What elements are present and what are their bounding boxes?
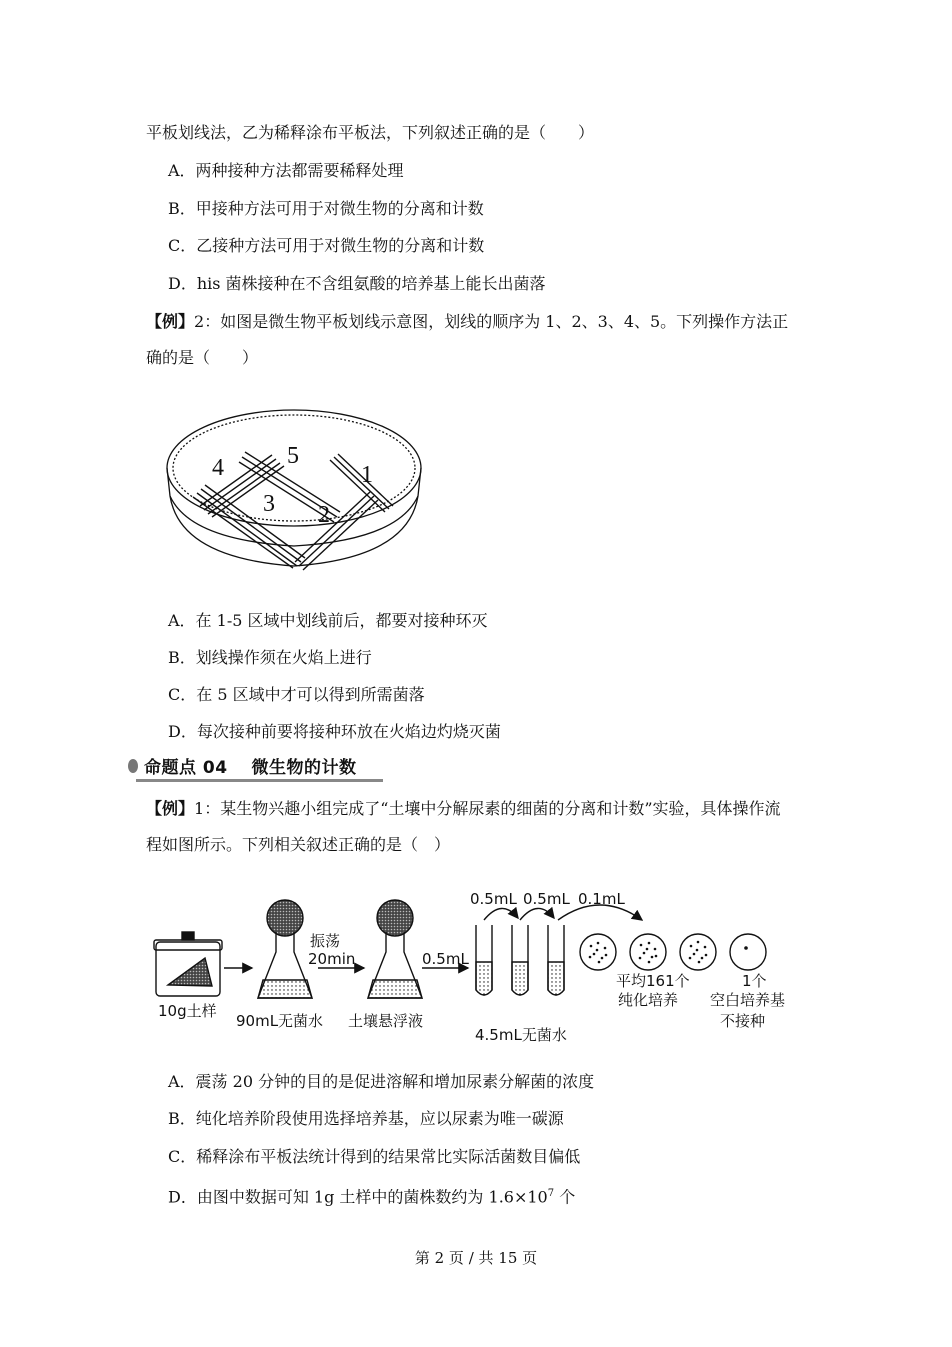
example-tag: 【例】 [146, 312, 195, 331]
shake-label: 振荡 [310, 932, 341, 950]
option-d-suffix: 个 [554, 1187, 576, 1207]
option-a: A．在 1-5 区域中划线前后，都要对接种环灭 [168, 611, 488, 630]
counting-flow-figure [150, 880, 820, 1050]
tube-transfer-label-2: 0.5mL [523, 890, 570, 908]
streak-label-1: 1 [361, 462, 373, 488]
petri-dish-figure [160, 400, 440, 575]
option-d-text: D．由图中数据可知 1g 土样中的菌株数约为 1.6×10 [168, 1187, 548, 1207]
flask-icon [258, 900, 312, 998]
option-a: A．震荡 20 分钟的目的是促进溶解和增加尿素分解菌的浓度 [168, 1072, 595, 1091]
soil-jar-icon [154, 932, 222, 996]
option-d [168, 1183, 575, 1208]
soil-sample-label: 10g土样 [158, 1002, 217, 1020]
question-stem-line2: 程如图所示。下列相关叙述正确的是（ ） [146, 835, 451, 854]
question-stem-tail: 平板划线法，乙为稀释涂布平板法，下列叙述正确的是（ ） [146, 123, 595, 142]
streak-label-5: 5 [287, 443, 299, 469]
average-count-label: 平均161个 [616, 972, 690, 990]
tube-water-label: 4.5mL无菌水 [475, 1026, 567, 1044]
blank-medium-label: 空白培养基 [710, 991, 786, 1009]
flask-icon [368, 900, 422, 998]
bullet-icon [128, 759, 138, 773]
section-underline [136, 779, 383, 782]
blank-count-label: 1个 [742, 972, 767, 990]
streak-label-4: 4 [212, 455, 224, 481]
option-b: B．划线操作须在火焰上进行 [168, 648, 372, 667]
option-b: B．甲接种方法可用于对微生物的分离和计数 [168, 199, 484, 218]
sterile-water-label: 90mL无菌水 [236, 1012, 324, 1030]
option-c: C．稀释涂布平板法统计得到的结果常比实际活菌数目偏低 [168, 1147, 581, 1166]
option-c: C．乙接种方法可用于对微生物的分离和计数 [168, 236, 485, 255]
streak-label-2: 2 [318, 502, 330, 528]
pure-culture-label: 纯化培养 [618, 991, 679, 1009]
shake-time-label: 20min [308, 950, 356, 968]
example-tag: 【例】 [146, 799, 195, 818]
option-b: B．纯化培养阶段使用选择培养基，应以尿素为唯一碳源 [168, 1109, 564, 1128]
section-title: 命题点 04 微生物的计数 [144, 758, 357, 778]
option-d: D．his 菌株接种在不含组氨酸的培养基上能长出菌落 [168, 274, 546, 293]
streak-label-3: 3 [263, 491, 275, 517]
question-stem [146, 311, 788, 333]
no-inoculation-label: 不接种 [720, 1012, 766, 1030]
question-stem [146, 798, 781, 820]
section-header [128, 752, 383, 782]
option-a: A．两种接种方法都需要稀释处理 [168, 161, 404, 180]
stem-text: 1：某生物兴趣小组完成了“土壤中分解尿素的细菌的分离和计数”实验，具体操作流 [194, 799, 781, 818]
question-stem-line2: 确的是（ ） [146, 348, 259, 367]
option-c: C．在 5 区域中才可以得到所需菌落 [168, 685, 425, 704]
stem-text: 2：如图是微生物平板划线示意图，划线的顺序为 1、2、3、4、5。下列操作方法正 [194, 312, 789, 331]
page-footer: 第 2 页 / 共 15 页 [414, 1249, 538, 1267]
transfer-volume-label: 0.5mL [422, 950, 469, 968]
suspension-label: 土壤悬浮液 [348, 1012, 424, 1030]
option-d: D．每次接种前要将接种环放在火焰边灼烧灭菌 [168, 722, 501, 741]
tube-transfer-label-1: 0.5mL [470, 890, 517, 908]
plate-transfer-label: 0.1mL [578, 890, 625, 908]
culture-plate-icon [580, 934, 766, 970]
option-d-exponent: 7 [547, 1188, 555, 1199]
